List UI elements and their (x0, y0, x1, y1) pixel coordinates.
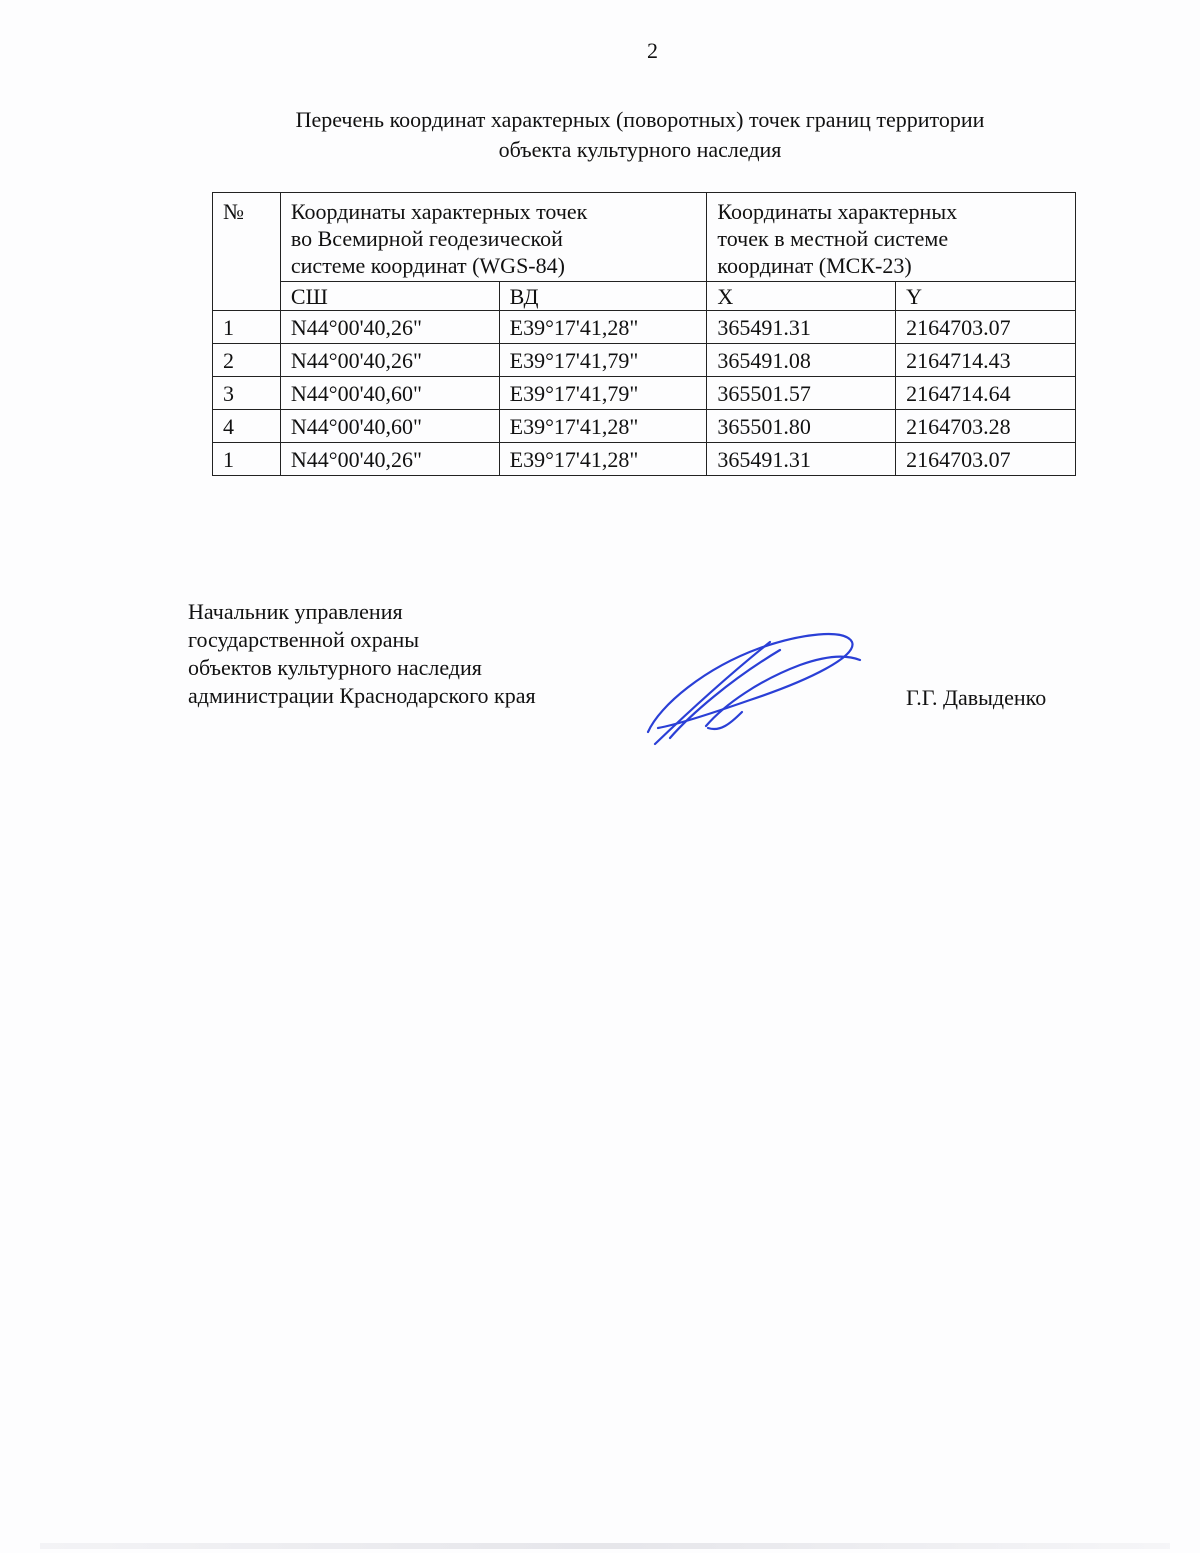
signatory-line-3: объектов культурного наследия (188, 655, 482, 680)
table-header-row (213, 193, 1076, 282)
coordinates-table (212, 192, 1076, 476)
cell-point-number: 1 (213, 443, 281, 476)
msk-header-line-3: координат (МСК-23) (717, 253, 912, 278)
cell-longitude: E39°17'41,28" (499, 311, 707, 344)
cell-y: 2164714.64 (896, 377, 1076, 410)
table-row (213, 410, 1076, 443)
cell-y: 2164703.28 (896, 410, 1076, 443)
cell-latitude: N44°00'40,60" (280, 377, 499, 410)
wgs-header-line-2: во Всемирной геодезической (290, 226, 563, 251)
cell-longitude: E39°17'41,28" (499, 443, 707, 476)
subheader-x: X (707, 282, 896, 311)
table-subheader-row (213, 282, 1076, 311)
signatory-line-4: администрации Краснодарского края (188, 683, 536, 708)
table-row (213, 344, 1076, 377)
cell-longitude: E39°17'41,79" (499, 377, 707, 410)
page-number: 2 (647, 38, 658, 63)
cell-point-number: 4 (213, 410, 281, 443)
cell-y: 2164703.07 (896, 443, 1076, 476)
cell-longitude: E39°17'41,28" (499, 410, 707, 443)
wgs-header-line-1: Координаты характерных точек (290, 199, 588, 224)
cell-latitude: N44°00'40,26" (280, 311, 499, 344)
number-column-header: № (213, 193, 281, 311)
cell-x: 365491.31 (707, 311, 896, 344)
wgs-header-line-3: системе координат (WGS-84) (290, 253, 565, 278)
cell-latitude: N44°00'40,60" (280, 410, 499, 443)
cell-longitude: E39°17'41,79" (499, 344, 707, 377)
cell-x: 365491.08 (707, 344, 896, 377)
subheader-lon: ВД (499, 282, 707, 311)
title-line-2: объекта культурного наследия (498, 137, 782, 162)
msk-header-line-2: точек в местной системе (717, 226, 949, 251)
table-row (213, 311, 1076, 344)
cell-y: 2164714.43 (896, 344, 1076, 377)
signer-name: Г.Г. Давыденко (906, 685, 1047, 710)
msk-column-header (707, 193, 1076, 282)
cell-point-number: 3 (213, 377, 281, 410)
signatory-line-1: Начальник управления (188, 599, 403, 624)
cell-point-number: 1 (213, 311, 281, 344)
subheader-y: Y (896, 282, 1076, 311)
wgs-column-header (280, 193, 707, 282)
cell-y: 2164703.07 (896, 311, 1076, 344)
cell-point-number: 2 (213, 344, 281, 377)
cell-x: 365501.57 (707, 377, 896, 410)
document-title (200, 105, 1080, 165)
cell-x: 365501.80 (707, 410, 896, 443)
cell-latitude: N44°00'40,26" (280, 443, 499, 476)
table-row (213, 377, 1076, 410)
cell-latitude: N44°00'40,26" (280, 344, 499, 377)
signatory-title (188, 598, 536, 710)
cell-x: 365491.31 (707, 443, 896, 476)
scan-edge-artifact (40, 1543, 1170, 1549)
table-row (213, 443, 1076, 476)
subheader-lat: СШ (280, 282, 499, 311)
handwritten-signature (630, 620, 870, 750)
msk-header-line-1: Координаты характерных (717, 199, 958, 224)
title-line-1: Перечень координат характерных (поворотных) точек границ территории (295, 107, 985, 132)
signatory-line-2: государственной охраны (188, 627, 420, 652)
